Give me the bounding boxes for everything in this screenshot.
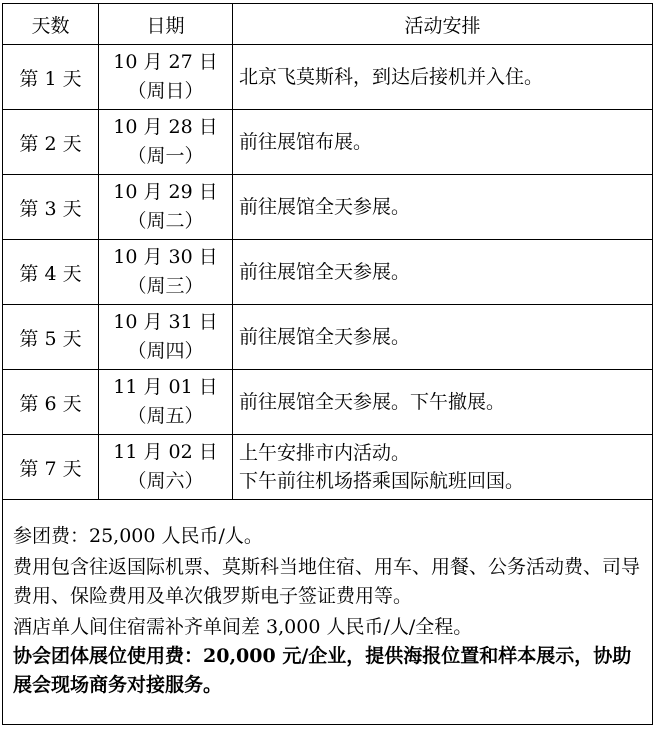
- activity-cell: [233, 110, 653, 175]
- weekday-text: （周五）: [127, 405, 204, 427]
- day-cell: 第 3 天: [3, 175, 99, 240]
- table-row: [3, 175, 653, 240]
- table-row: [3, 435, 653, 500]
- fee-note: 参团费：25,000 人民币/人。: [13, 525, 263, 547]
- activity-line: 前往展馆布展。: [239, 131, 373, 153]
- date-text: 10 月 29 日: [113, 181, 218, 203]
- activity-line: 下午前往机场搭乘国际航班回国。: [239, 470, 525, 492]
- activity-line: 前往展馆全天参展。: [239, 196, 411, 218]
- date-cell: [99, 370, 233, 435]
- date-cell: [99, 175, 233, 240]
- header-activity: 活动安排: [233, 4, 653, 45]
- activity-line: 北京飞莫斯科，到达后接机并入住。: [239, 66, 544, 88]
- date-cell: [99, 240, 233, 305]
- table-row: [3, 305, 653, 370]
- day-cell: 第 7 天: [3, 435, 99, 500]
- activity-cell: [233, 240, 653, 305]
- includes-note: 费用包含往返国际机票、莫斯科当地住宿、用车、用餐、公务活动费、司导费用、保险费用及单次俄罗斯电子签证费用等。: [13, 556, 641, 607]
- activity-line: 前往展馆全天参展。: [239, 326, 411, 348]
- date-cell: [99, 305, 233, 370]
- table-row: [3, 370, 653, 435]
- weekday-text: （周一）: [127, 145, 204, 167]
- activity-cell: [233, 370, 653, 435]
- date-text: 11 月 01 日: [113, 376, 218, 398]
- date-cell: [99, 45, 233, 110]
- date-text: 11 月 02 日: [113, 441, 218, 463]
- day-cell: 第 4 天: [3, 240, 99, 305]
- activity-line: 前往展馆全天参展。: [239, 261, 411, 283]
- notes-cell: [3, 500, 653, 725]
- table-row: [3, 240, 653, 305]
- date-text: 10 月 31 日: [113, 311, 218, 333]
- booth-fee-note: 协会团体展位使用费：20,000 元/企业，提供海报位置和样本展示，协助展会现场商务对接服务。: [13, 645, 632, 696]
- activity-line: 前往展馆全天参展。下午撤展。: [239, 391, 506, 413]
- day-cell: 第 1 天: [3, 45, 99, 110]
- activity-line: 上午安排市内活动。: [239, 442, 411, 464]
- date-text: 10 月 28 日: [113, 116, 218, 138]
- day-cell: 第 2 天: [3, 110, 99, 175]
- day-cell: 第 5 天: [3, 305, 99, 370]
- weekday-text: （周二）: [127, 210, 204, 232]
- table-header-row: [3, 4, 653, 45]
- weekday-text: （周三）: [127, 275, 204, 297]
- date-cell: [99, 110, 233, 175]
- itinerary-table: [2, 3, 653, 725]
- table-row: [3, 110, 653, 175]
- activity-cell: [233, 435, 653, 500]
- table-row: [3, 45, 653, 110]
- header-days: 天数: [3, 4, 99, 45]
- notes-row: [3, 500, 653, 725]
- single-room-note: 酒店单人间住宿需补齐单间差 3,000 人民币/人/全程。: [13, 616, 473, 638]
- date-text: 10 月 30 日: [113, 246, 218, 268]
- header-date: 日期: [99, 4, 233, 45]
- weekday-text: （周日）: [127, 80, 204, 102]
- weekday-text: （周六）: [127, 470, 204, 492]
- activity-cell: [233, 175, 653, 240]
- date-cell: [99, 435, 233, 500]
- date-text: 10 月 27 日: [113, 51, 218, 73]
- activity-cell: [233, 305, 653, 370]
- weekday-text: （周四）: [127, 340, 204, 362]
- day-cell: 第 6 天: [3, 370, 99, 435]
- activity-cell: [233, 45, 653, 110]
